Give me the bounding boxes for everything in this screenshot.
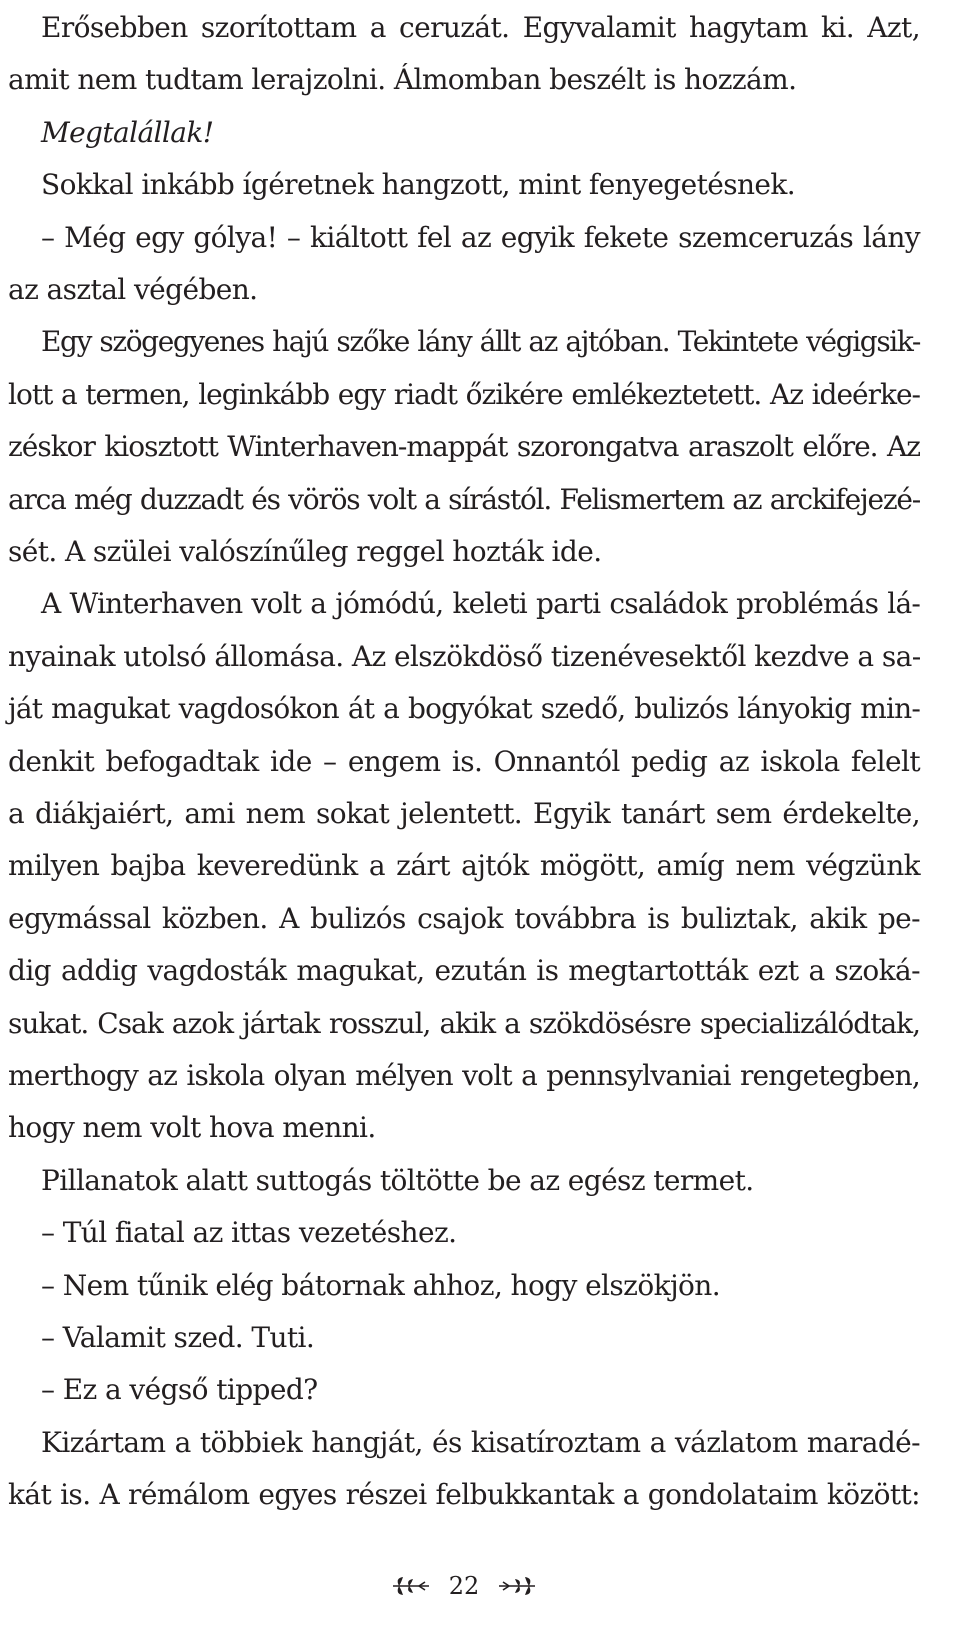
- text-line: dig addig vagdosták magukat, ezután is megtartották ezt a szoká-: [8, 954, 920, 988]
- text-line: amit nem tudtam lerajzolni. Álmomban beszélt is hozzám.: [8, 63, 797, 97]
- page-footer: [8, 1566, 920, 1602]
- left-ornament-icon: [391, 1575, 431, 1597]
- text-line: – Ez a végső tipped?: [41, 1373, 318, 1407]
- text-line: zéskor kiosztott Winterhaven-mappát szorongatva araszolt előre. Az: [8, 430, 920, 464]
- text-line: az asztal végében.: [8, 273, 258, 306]
- text-line: kát is. A rémálom egyes részei felbukkantak a gondolataim között:: [8, 1478, 920, 1512]
- text-line: Megtalállak!: [41, 115, 214, 149]
- text-line: milyen bajba keveredünk a zárt ajtók mögött, amíg nem végzünk: [8, 849, 920, 883]
- text-line: Kizártam a többiek hangját, és kisatíroztam a vázlatom maradé-: [41, 1425, 920, 1459]
- text-line: merthogy az iskola olyan mélyen volt a pennsylvaniai rengetegben,: [8, 1059, 920, 1092]
- right-ornament-icon: [497, 1575, 537, 1597]
- text-line: ját magukat vagdosókon át a bogyókat szedő, bulizós lányokig min-: [8, 692, 920, 726]
- text-line: Erősebben szorítottam a ceruzát. Egyvalamit hagytam ki. Azt,: [41, 11, 920, 44]
- text-line: egymással közben. A bulizós csajok továbbra is buliztak, akik pe-: [8, 901, 920, 935]
- text-line: – Valamit szed. Tuti.: [41, 1321, 315, 1354]
- text-line: – Még egy gólya! – kiáltott fel az egyik fekete szemceruzás lány: [41, 220, 920, 254]
- text-line: lott a termen, leginkább egy riadt őzikére emlékeztetett. Az ideérke-: [8, 377, 920, 411]
- book-page: [8, 0, 920, 1629]
- text-line: – Nem tűnik elég bátornak ahhoz, hogy elszökjön.: [41, 1268, 721, 1302]
- page-number: 22: [448, 1571, 480, 1600]
- text-line: denkit befogadtak ide – engem is. Onnantól pedig az iskola felelt: [8, 744, 920, 778]
- text-line: a diákjaiért, ami nem sokat jelentett. Egyik tanárt sem érdekelte,: [8, 797, 920, 830]
- text-line: Sokkal inkább ígéretnek hangzott, mint fenyegetésnek.: [41, 168, 796, 202]
- text-line: Pillanatok alatt suttogás töltötte be az egész termet.: [41, 1163, 754, 1197]
- text-line: sét. A szülei valószínűleg reggel hozták ide.: [8, 535, 602, 568]
- text-line: sukat. Csak azok jártak rosszul, akik a szökdösésre specializálódtak,: [8, 1006, 920, 1040]
- text-line: nyainak utolsó állomása. Az elszökdöső tizenévesektől kezdve a sa-: [8, 639, 921, 673]
- text-line: arca még duzzadt és vörös volt a sírástól. Felismertem az arckifejezé-: [8, 482, 920, 516]
- text-line: Egy szögegyenes hajú szőke lány állt az ajtóban. Tekintete végigsik-: [41, 325, 920, 359]
- text-line: A Winterhaven volt a jómódú, keleti parti családok problémás lá-: [41, 587, 920, 621]
- text-line: hogy nem volt hova menni.: [8, 1111, 376, 1145]
- text-line: – Túl fiatal az ittas vezetéshez.: [41, 1216, 457, 1250]
